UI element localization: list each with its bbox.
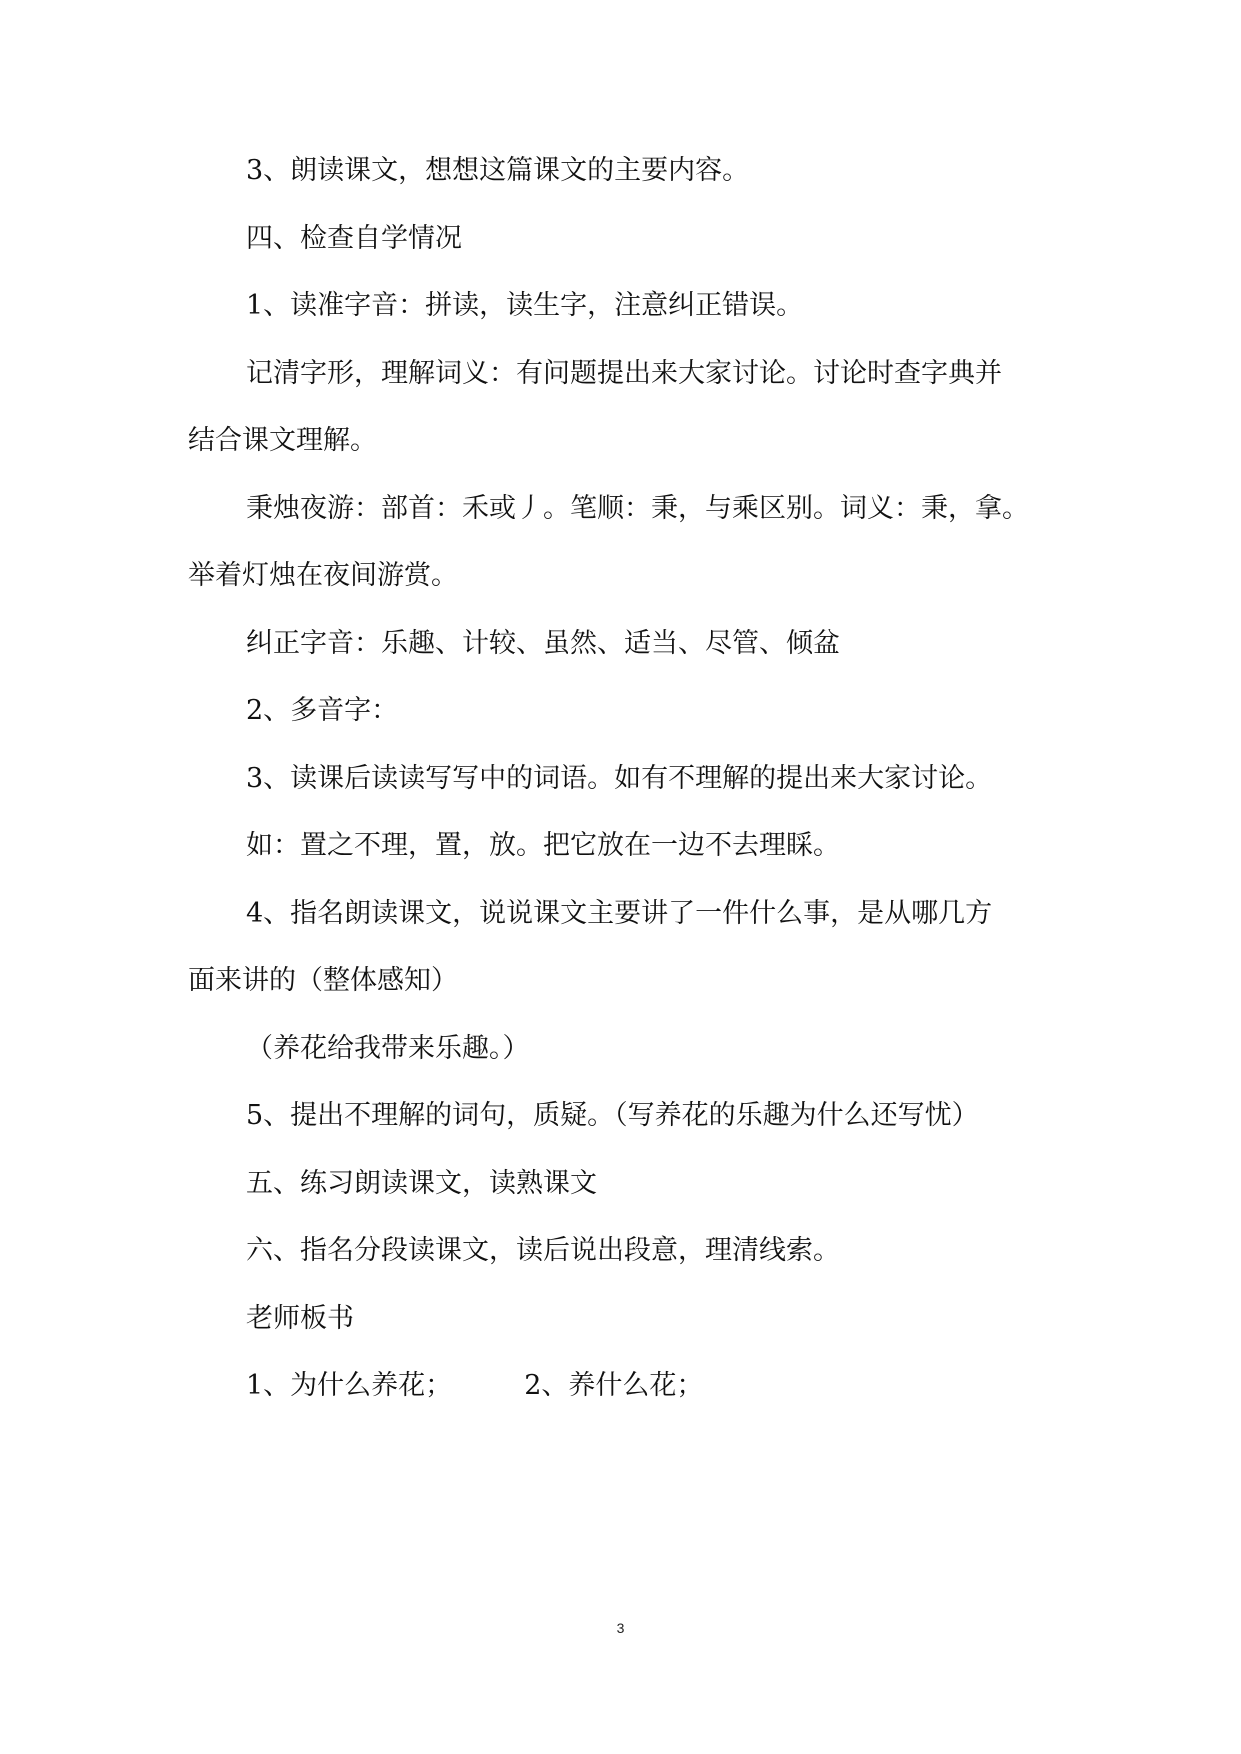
paragraph-line: 秉烛夜游：部首：禾或丿。笔顺：秉，与乘区别。词义：秉，拿。 [246,493,1029,524]
section-heading: 四、检查自学情况 [246,223,462,254]
paragraph-line: （养花给我带来乐趣。） [246,1033,530,1064]
section-heading: 六、指名分段读课文，读后说出段意，理清线索。 [246,1235,840,1266]
paragraph-line: 结合课文理解。 [188,425,377,456]
paragraph-line: 3、朗读课文，想想这篇课文的主要内容。 [246,155,750,186]
paragraph-line: 3、读课后读读写写中的词语。如有不理解的提出来大家讨论。 [246,763,993,794]
paragraph-line: 5、提出不理解的词句，质疑。（写养花的乐趣为什么还写忧） [246,1100,979,1131]
board-note-1: 1、为什么养花； [246,1370,453,1401]
paragraph-line: 2、多音字： [246,695,399,726]
board-note-2: 2、养什么花； [524,1370,704,1401]
paragraph-line: 记清字形，理解词义：有问题提出来大家讨论。讨论时查字典并 [246,358,1002,389]
page-number: 3 [616,1620,625,1636]
paragraph-line: 4、指名朗读课文，说说课文主要讲了一件什么事，是从哪几方 [246,898,993,929]
board-notes-line [246,1367,703,1405]
paragraph-line: 举着灯烛在夜间游赏。 [188,560,458,591]
paragraph-line: 面来讲的（整体感知） [188,965,458,996]
section-heading: 五、练习朗读课文，读熟课文 [246,1168,597,1199]
paragraph-line: 1、读准字音：拼读，读生字，注意纠正错误。 [246,290,804,321]
paragraph-line: 老师板书 [246,1303,354,1334]
paragraph-line: 纠正字音：乐趣、计较、虽然、适当、尽管、倾盆 [246,628,840,659]
paragraph-line: 如：置之不理，置，放。把它放在一边不去理睬。 [246,830,840,861]
